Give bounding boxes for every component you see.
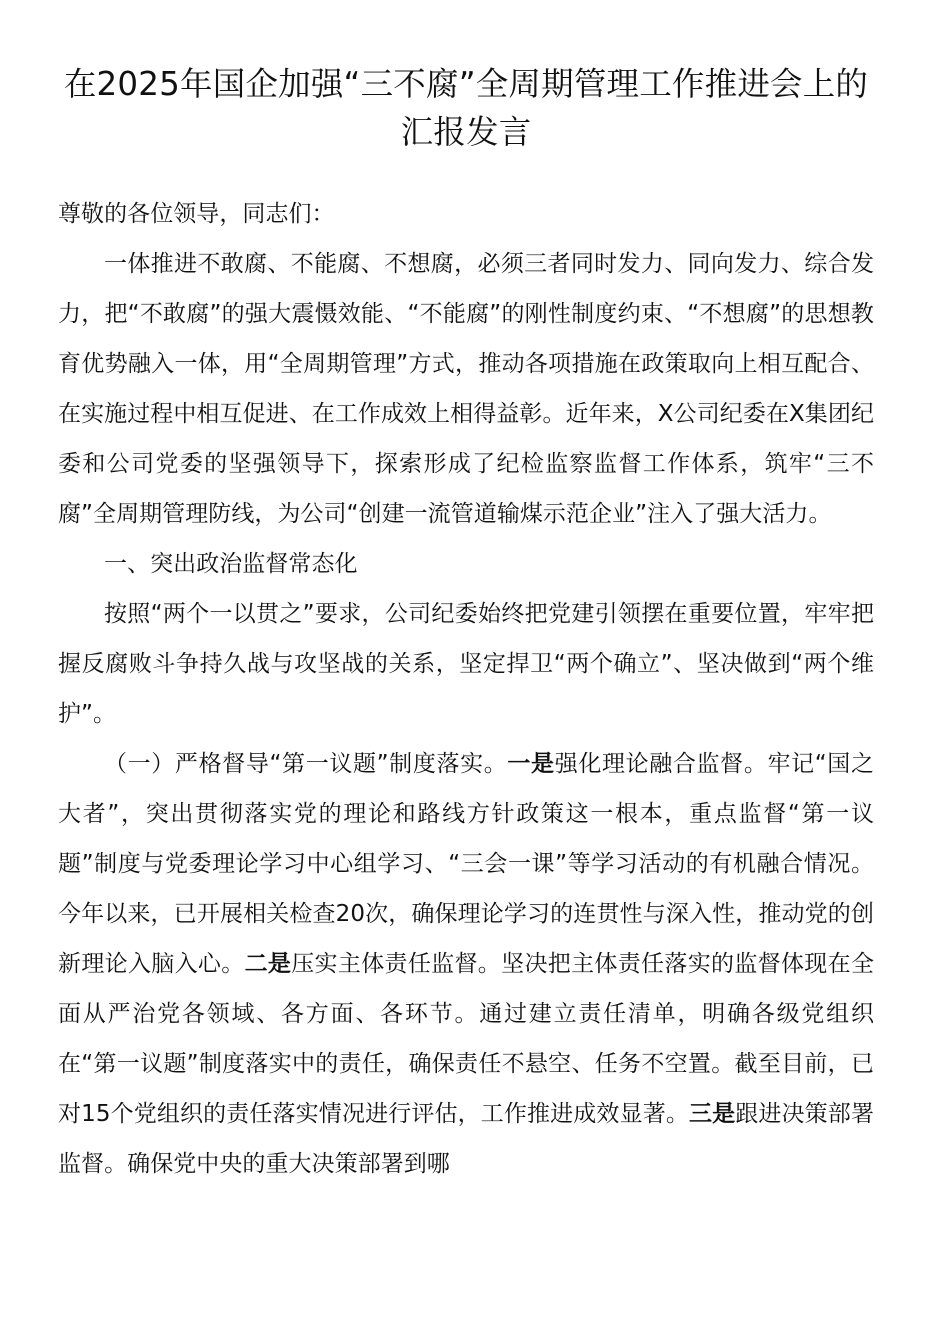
- point-marker-3: 三是: [688, 1101, 736, 1127]
- point-marker-2: 二是: [244, 951, 292, 977]
- document-title: 在2025年国企加强“三不腐”全周期管理工作推进会上的汇报发言: [63, 65, 869, 151]
- section-heading: 一、突出政治监督常态化: [104, 551, 358, 577]
- salutation: 尊敬的各位领导，同志们：: [58, 201, 335, 227]
- section-paragraph: 按照“两个一以贯之”要求，公司纪委始终把党建引领摆在重要位置，牢牢把握反腐败斗争持久战与攻坚战的关系，坚定捍卫“两个确立”、坚决做到“两个维护”。: [58, 601, 874, 727]
- point-text-2: 压实主体责任监督。坚决把主体责任落实的监督体现在全面从严治党各领域、各方面、各环节。通过建立责任清单，明确各级党组织在“第一议题”制度落实中的责任，确保责任不悬空、任务不空置。截至目前，已对15个党组织的责任落实情况进行评估，工作推进成效显著。: [58, 951, 875, 1127]
- subsection-heading: （一）严格督导“第一议题”制度落实。: [104, 751, 508, 777]
- intro-paragraph: 一体推进不敢腐、不能腐、不想腐，必须三者同时发力、同向发力、综合发力，把“不敢腐”的强大震慑效能、“不能腐”的刚性制度约束、“不想腐”的思想教育优势融入一体，用“全周期管理”方式，推动各项措施在政策取向上相互配合、在实施过程中相互促进、在工作成效上相得益彰。近年来，X公司纪委在X集团纪委和公司党委的坚强领导下，探索形成了纪检监察监督工作体系，筑牢“三不腐”全周期管理防线，为公司“创建一流管道输煤示范企业”注入了强大活力。: [58, 251, 874, 527]
- point-marker-1: 一是: [507, 751, 555, 777]
- point-text-1: 强化理论融合监督。牢记“国之大者”，突出贯彻落实党的理论和路线方针政策这一根本，重点监督“第一议题”制度与党委理论学习中心组学习、“三会一课”等学习活动的有机融合情况。今年以来，已开展相关检查20次，确保理论学习的连贯性与深入性，推动党的创新理论入脑入心。: [58, 751, 874, 977]
- subsection-paragraph: [58, 739, 874, 1189]
- document-body: [58, 189, 874, 1189]
- point-text-3: 跟进决策部署监督。确保党中央的重大决策部署到哪: [58, 1101, 874, 1177]
